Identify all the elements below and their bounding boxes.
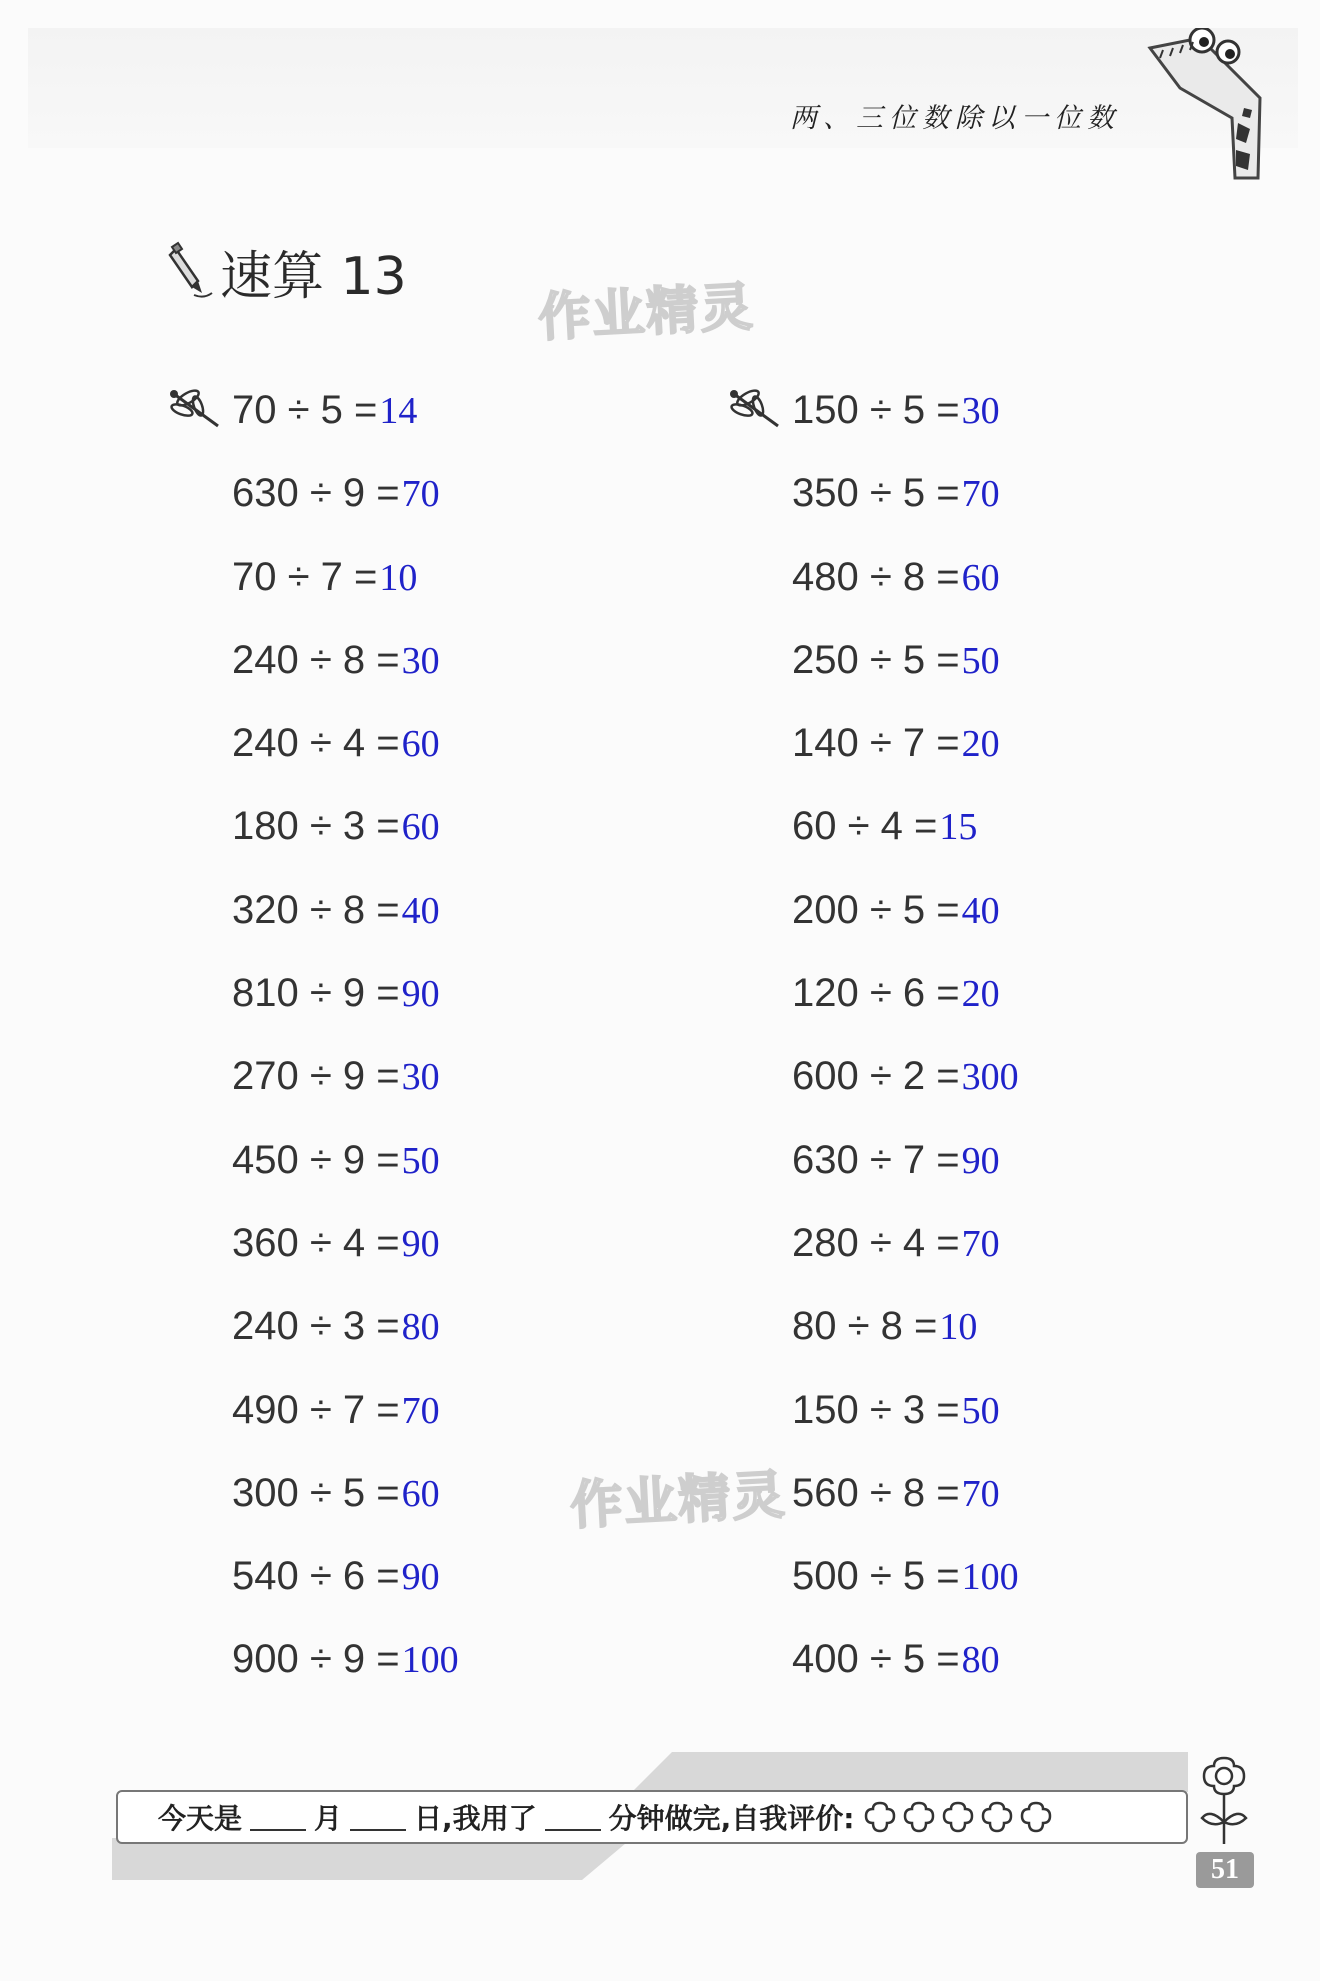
handwritten-answer[interactable]: 100 [401,1639,459,1682]
dragonfly-icon [168,388,224,432]
page-number: 51 [1196,1852,1254,1888]
problem-question: 240 ÷ 4 = [232,721,400,766]
minutes-label: 分钟做完,自我评价: [608,1802,855,1835]
handwritten-answer[interactable]: 30 [401,1056,440,1099]
problem-row [792,1296,1019,1379]
problem-question: 320 ÷ 8 = [232,887,400,932]
handwritten-answer[interactable]: 70 [401,473,440,516]
problem-row [792,963,1019,1046]
problem-row [232,1296,459,1379]
handwritten-answer[interactable]: 100 [961,1556,1019,1599]
flower-decoration-icon [1194,1752,1254,1848]
watermark: 作业精灵 [536,277,756,349]
handwritten-answer[interactable]: 15 [939,806,978,849]
handwritten-answer[interactable]: 60 [401,806,440,849]
problem-question: 150 ÷ 3 = [792,1387,960,1432]
flower-rating-icon[interactable] [861,1799,899,1835]
handwritten-answer[interactable]: 10 [379,556,418,599]
problem-question: 500 ÷ 5 = [792,1554,960,1599]
problem-question: 490 ÷ 7 = [232,1387,400,1432]
problem-question: 400 ÷ 5 = [792,1637,960,1682]
problem-row [792,1380,1019,1463]
handwritten-answer[interactable]: 40 [961,889,1000,932]
handwritten-answer[interactable]: 90 [961,1139,1000,1182]
handwritten-answer[interactable]: 90 [401,1222,440,1265]
problem-question: 350 ÷ 5 = [792,471,960,516]
problem-question: 480 ÷ 8 = [792,554,960,599]
handwritten-answer[interactable]: 70 [961,473,1000,516]
today-label: 今天是 [158,1802,243,1835]
handwritten-answer[interactable]: 80 [961,1639,1000,1682]
handwritten-answer[interactable]: 90 [401,1556,440,1599]
section-title [168,236,407,306]
problem-question: 200 ÷ 5 = [792,887,960,932]
rating-stars [861,1799,1056,1835]
problem-question: 80 ÷ 8 = [792,1304,938,1349]
problem-row [792,880,1019,963]
problem-row [232,1629,459,1712]
problem-question: 300 ÷ 5 = [232,1470,400,1515]
problem-question: 360 ÷ 4 = [232,1220,400,1265]
handwritten-answer[interactable]: 50 [961,1389,1000,1432]
problem-row [232,880,459,963]
flower-rating-icon[interactable] [978,1799,1016,1835]
problem-question: 60 ÷ 4 = [792,804,938,849]
problem-question: 120 ÷ 6 = [792,971,960,1016]
flower-rating-icon[interactable] [939,1799,977,1835]
handwritten-answer[interactable]: 90 [401,973,440,1016]
problem-row [232,1380,459,1463]
handwritten-answer[interactable]: 60 [401,1472,440,1515]
problem-row [232,380,459,463]
problem-row [232,463,459,546]
minutes-blank[interactable] [545,1803,601,1831]
problem-question: 140 ÷ 7 = [792,721,960,766]
handwritten-answer[interactable]: 70 [401,1389,440,1432]
problem-row [792,547,1019,630]
dragonfly-icon [728,388,784,432]
problem-row [232,1130,459,1213]
problem-row [792,1046,1019,1129]
problem-row [792,380,1019,463]
problem-row [232,796,459,879]
day-label: 日,我用了 [414,1802,537,1835]
problem-question: 810 ÷ 9 = [232,971,400,1016]
problem-row [792,1629,1019,1712]
handwritten-answer[interactable]: 50 [401,1139,440,1182]
handwritten-answer[interactable]: 60 [961,556,1000,599]
problem-row [792,1463,1019,1546]
problem-row [232,630,459,713]
handwritten-answer[interactable]: 20 [961,973,1000,1016]
problem-row [232,1546,459,1629]
problem-question: 180 ÷ 3 = [232,804,400,849]
problem-row [232,1046,459,1129]
left-problem-column [232,380,459,1713]
problem-row [792,1213,1019,1296]
handwritten-answer[interactable]: 60 [401,723,440,766]
handwritten-answer[interactable]: 20 [961,723,1000,766]
handwritten-answer[interactable]: 40 [401,889,440,932]
right-problem-column [792,380,1019,1713]
problem-question: 240 ÷ 8 = [232,637,400,682]
problem-question: 630 ÷ 9 = [232,471,400,516]
problem-question: 70 ÷ 5 = [232,388,378,432]
problem-row [792,1130,1019,1213]
problem-question: 70 ÷ 7 = [232,554,378,599]
handwritten-answer[interactable]: 300 [961,1056,1019,1099]
problem-question: 250 ÷ 5 = [792,637,960,682]
problem-question: 540 ÷ 6 = [232,1554,400,1599]
problem-question: 900 ÷ 9 = [232,1637,400,1682]
problem-row [792,630,1019,713]
handwritten-answer[interactable]: 30 [961,390,1000,432]
problem-row [792,796,1019,879]
watermark: 作业精灵 [568,1465,788,1537]
handwritten-answer[interactable]: 80 [401,1306,440,1349]
day-blank[interactable] [350,1803,406,1831]
flower-rating-icon[interactable] [1017,1799,1055,1835]
problem-question: 630 ÷ 7 = [792,1137,960,1182]
problem-row [232,1213,459,1296]
handwritten-answer[interactable]: 50 [961,639,1000,682]
flower-rating-icon[interactable] [900,1799,938,1835]
problem-row [232,963,459,1046]
problem-question: 150 ÷ 5 = [792,388,960,432]
month-label: 月 [314,1802,343,1835]
problem-row [792,713,1019,796]
handwritten-answer[interactable]: 70 [961,1472,1000,1515]
problem-row [792,463,1019,546]
handwritten-answer[interactable]: 10 [939,1306,978,1349]
problem-row [792,1546,1019,1629]
problem-question: 240 ÷ 3 = [232,1304,400,1349]
problem-question: 270 ÷ 9 = [232,1054,400,1099]
handwritten-answer[interactable]: 14 [379,390,418,432]
problem-row [232,713,459,796]
chapter-title: 两、三位数除以一位数 [790,103,1120,134]
problem-row [232,547,459,630]
problem-question: 600 ÷ 2 = [792,1054,960,1099]
month-blank[interactable] [250,1803,306,1831]
problem-question: 560 ÷ 8 = [792,1470,960,1515]
pencil-icon [168,241,214,301]
handwritten-answer[interactable]: 70 [961,1222,1000,1265]
title-text: 速算 13 [220,246,407,307]
self-evaluation-bar [116,1790,1188,1844]
problem-row [232,1463,459,1546]
handwritten-answer[interactable]: 30 [401,639,440,682]
problem-question: 450 ÷ 9 = [232,1137,400,1182]
problem-question: 280 ÷ 4 = [792,1220,960,1265]
giraffe-illustration-icon [1140,28,1290,228]
